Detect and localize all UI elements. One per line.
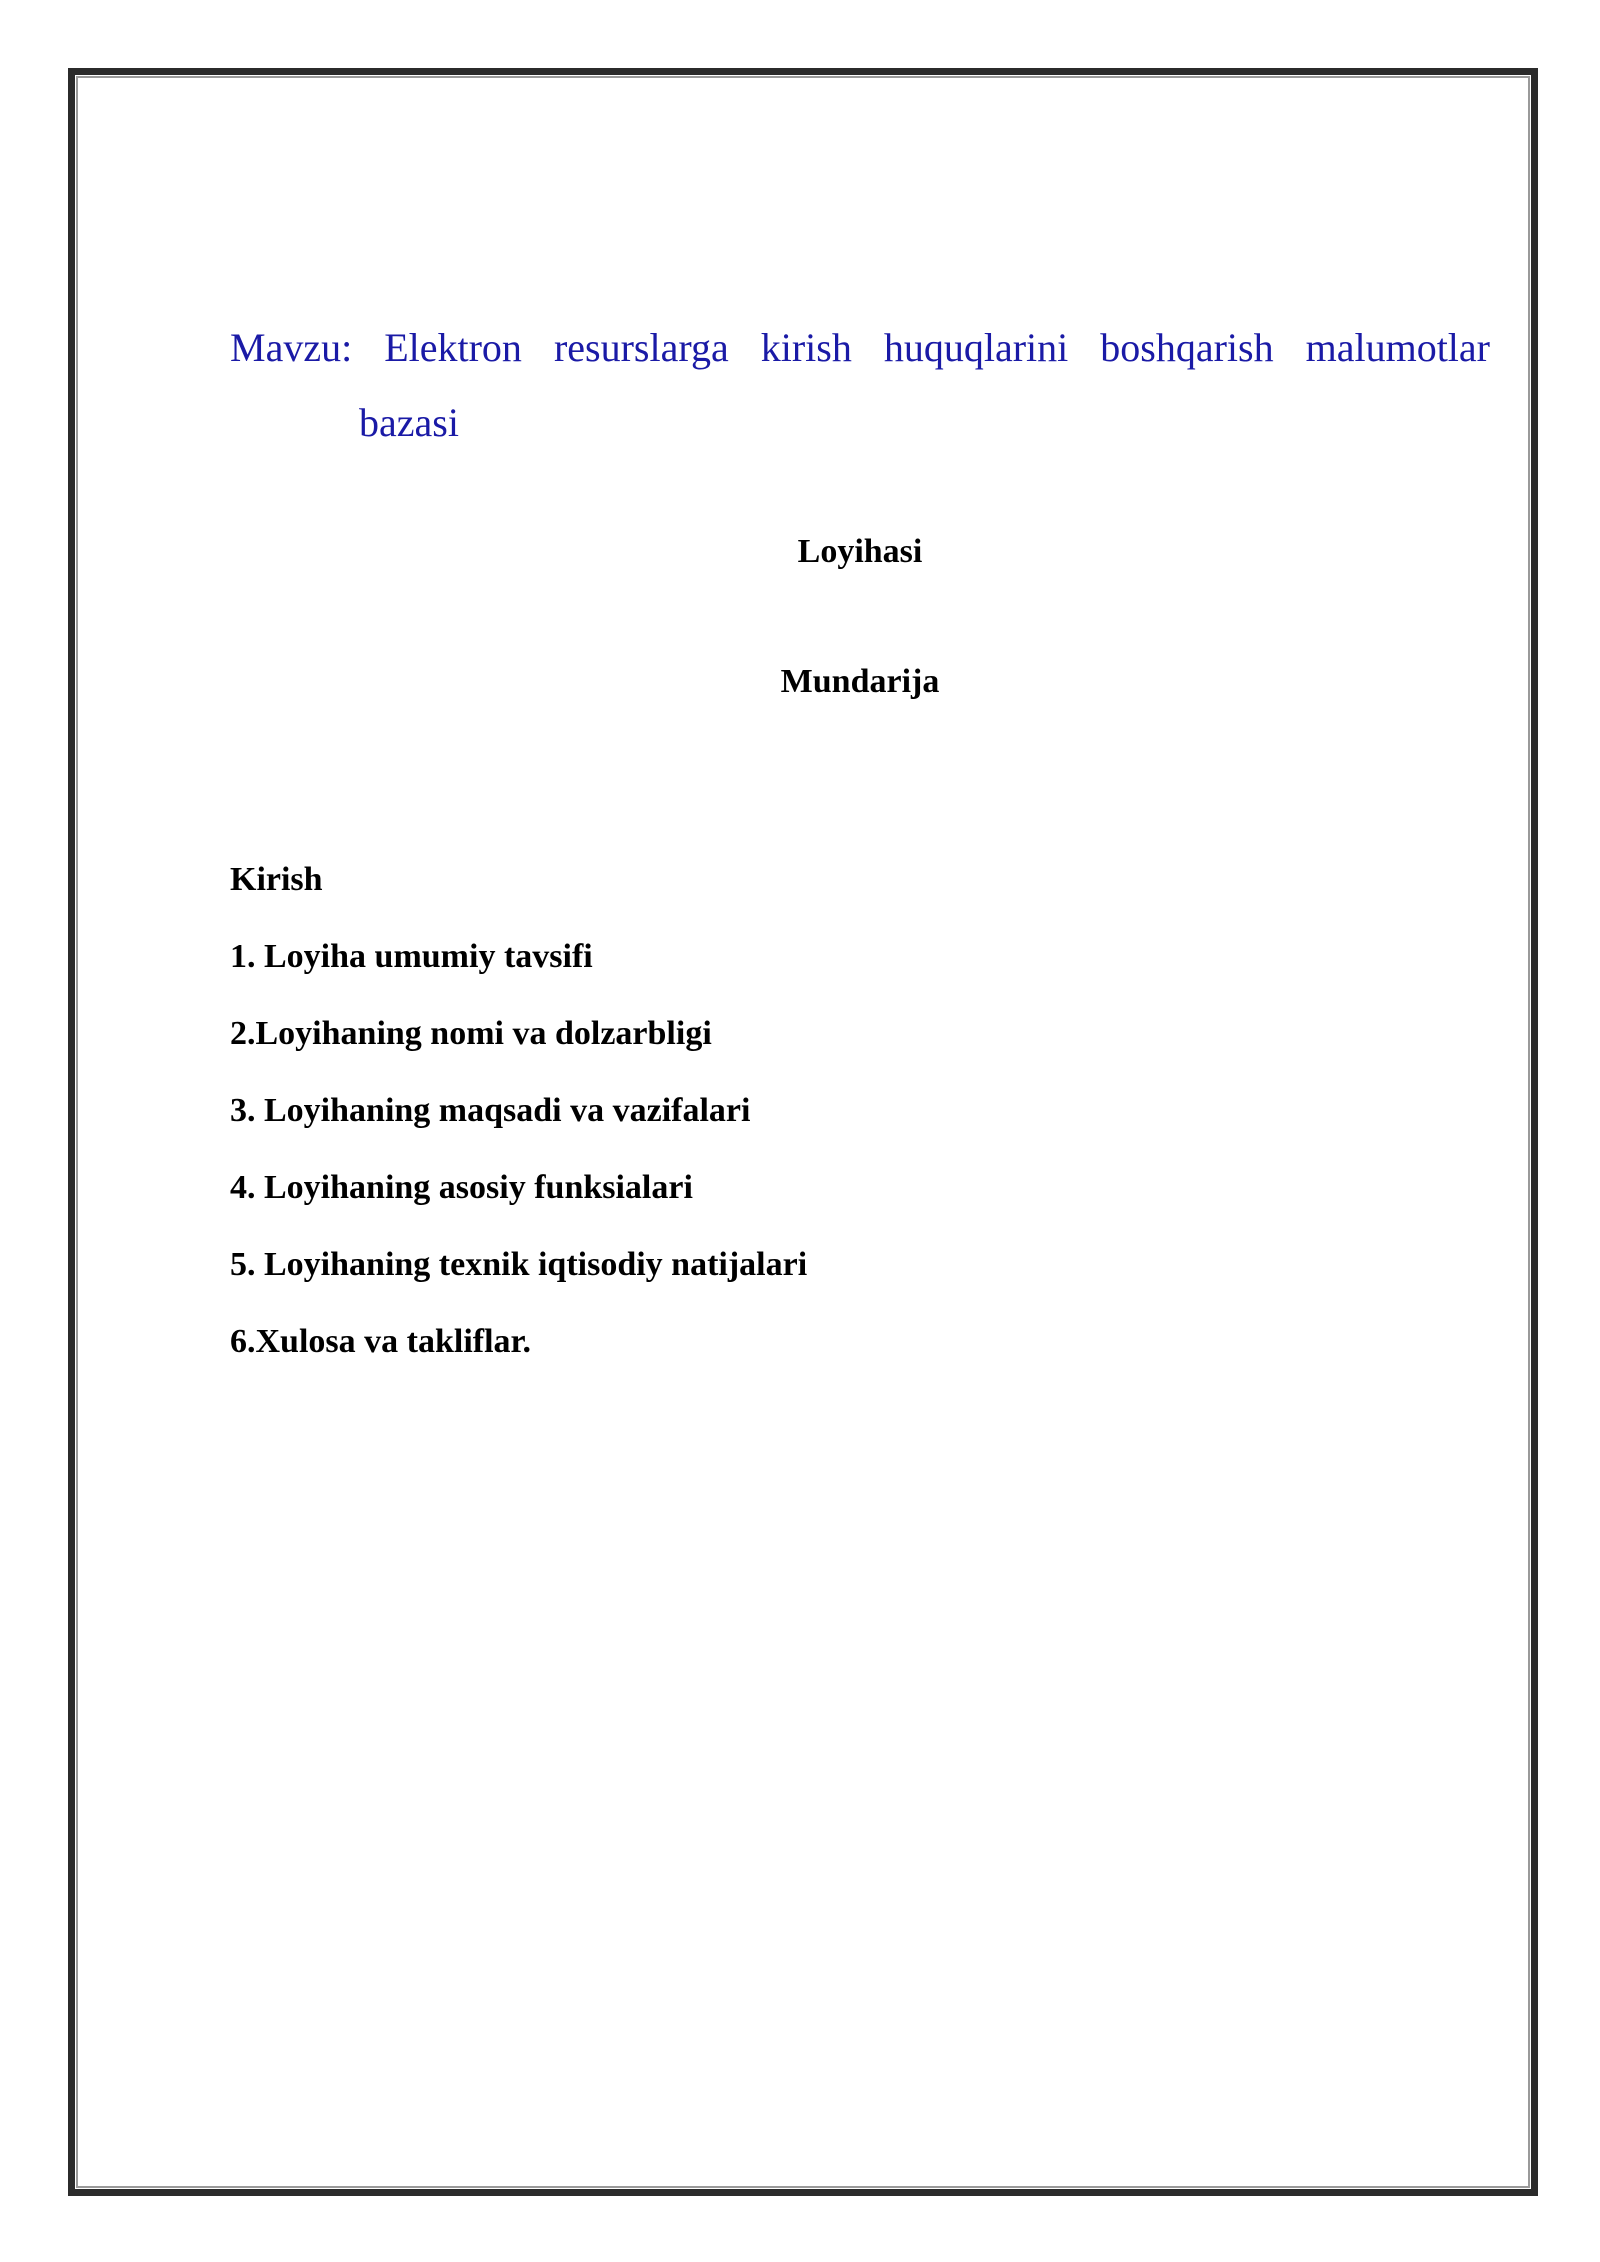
table-of-contents <box>230 858 807 1397</box>
toc-item: 2.Loyihaning nomi va dolzarbligi <box>230 1015 712 1052</box>
topic-title-line2: bazasi <box>359 400 459 445</box>
toc-item: Kirish <box>230 861 323 898</box>
toc-item: 3. Loyihaning maqsadi va vazifalari <box>230 1092 751 1129</box>
toc-item: 4. Loyihaning asosiy funksialari <box>230 1169 693 1206</box>
project-heading: Loyihasi <box>797 533 923 570</box>
topic-title-line1: Mavzu: Elektron resurslarga kirish huquqlarini boshqarish malumotlar <box>230 325 1490 370</box>
toc-item: 6.Xulosa va takliflar. <box>230 1323 532 1360</box>
toc-item: 5. Loyihaning texnik iqtisodiy natijalari <box>230 1246 808 1283</box>
contents-heading: Mundarija <box>780 663 940 700</box>
toc-item: 1. Loyiha umumiy tavsifi <box>230 938 593 975</box>
